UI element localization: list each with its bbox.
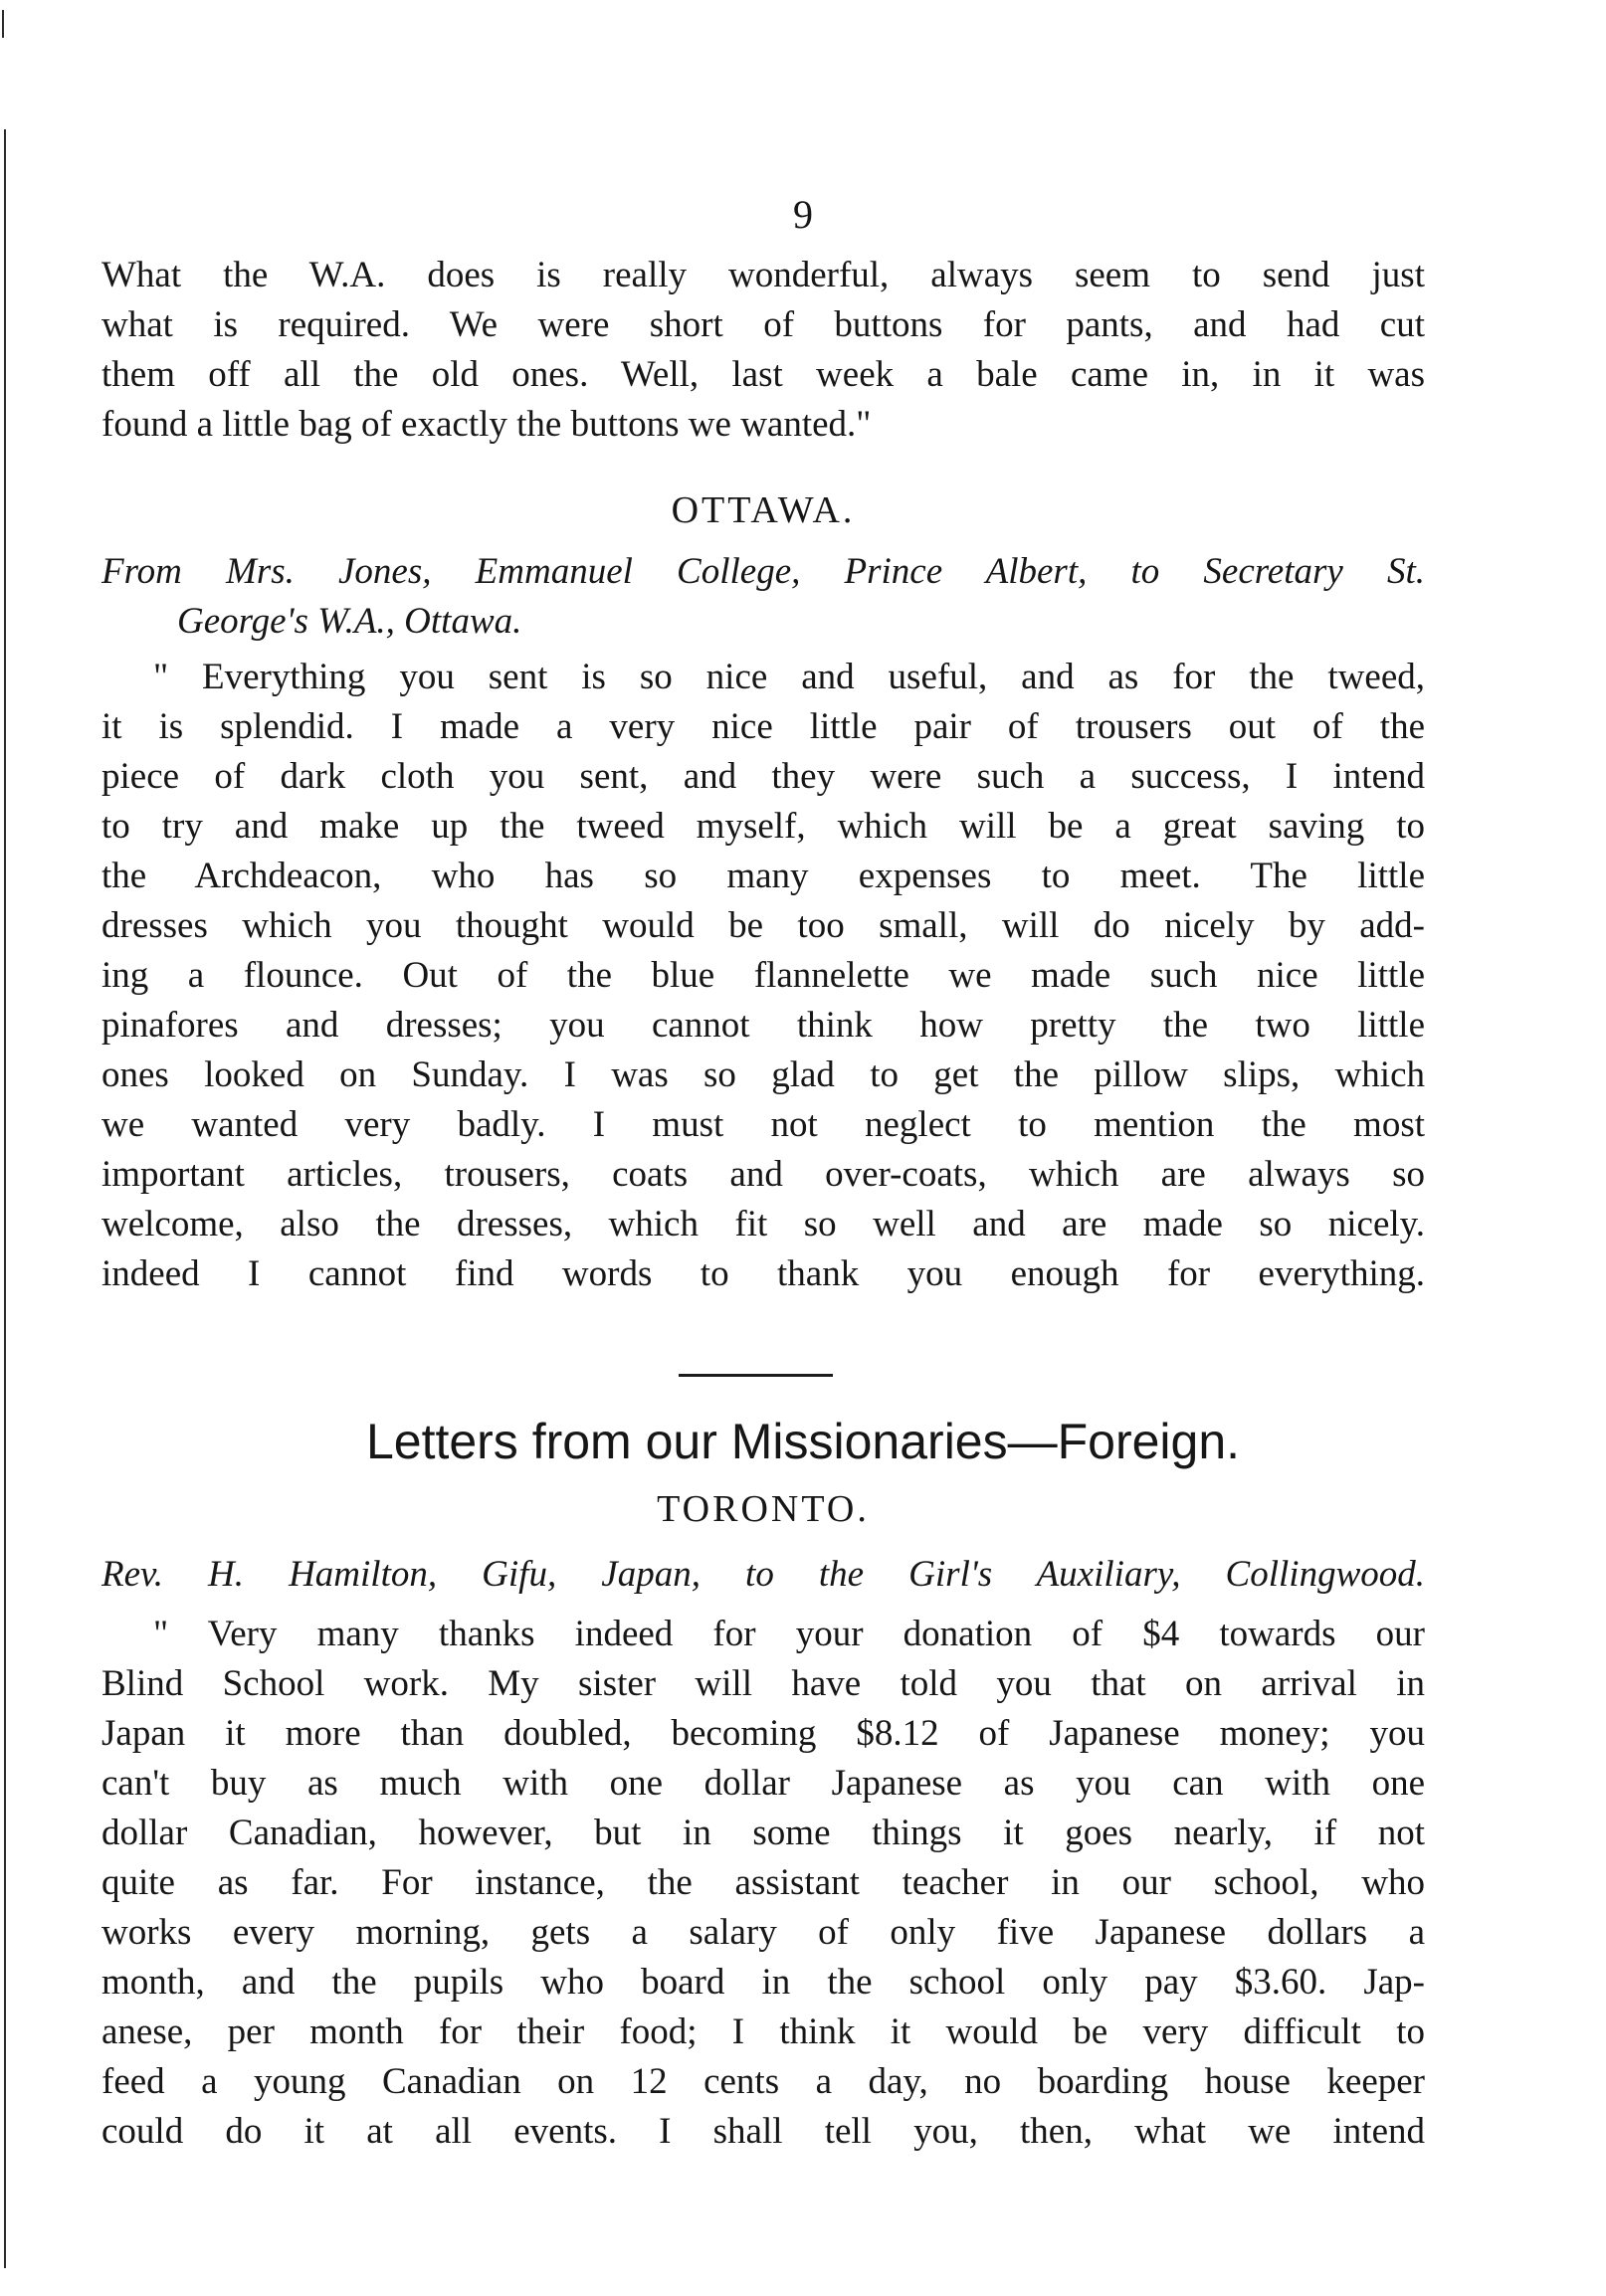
text-line: can't buy as much with one dollar Japanese as you can with one bbox=[101, 1763, 1425, 1804]
letter-toronto bbox=[101, 1610, 1425, 2157]
scan-edge-mark bbox=[2, 10, 4, 38]
text-line: dollar Canadian, however, but in some things it goes nearly, if not bbox=[101, 1813, 1425, 1853]
scan-edge-line bbox=[4, 129, 6, 2268]
text-line: dresses which you thought would be too small, will do nicely by add- bbox=[101, 905, 1425, 946]
text-line: important articles, trousers, coats and over-coats, which are always so bbox=[101, 1154, 1425, 1195]
byline-toronto bbox=[101, 1550, 1425, 1600]
section-heading-ottawa bbox=[101, 485, 1425, 535]
text-line: pinafores and dresses; you cannot think how pretty the two little bbox=[101, 1005, 1425, 1046]
text-line: indeed I cannot find words to thank you enough for everything. bbox=[101, 1253, 1425, 1294]
text-line: we wanted very badly. I must not neglect to mention the most bbox=[101, 1104, 1425, 1145]
continuation-paragraph bbox=[101, 251, 1425, 450]
byline-line: George's W.A., Ottawa. bbox=[177, 601, 522, 642]
text-line: Blind School work. My sister will have told you that on arrival in bbox=[101, 1663, 1425, 1704]
text-line: What the W.A. does is really wonderful, always seem to send just bbox=[101, 255, 1425, 295]
text-line: piece of dark cloth you sent, and they were such a success, I intend bbox=[101, 756, 1425, 797]
text-line: could do it at all events. I shall tell you, then, what we intend bbox=[101, 2111, 1425, 2152]
text-line: works every morning, gets a salary of only five Japanese dollars a bbox=[101, 1912, 1425, 1953]
text-line: ones looked on Sunday. I was so glad to get the pillow slips, which bbox=[101, 1054, 1425, 1095]
text-line: month, and the pupils who board in the school only pay $3.60. Jap- bbox=[101, 1962, 1425, 2003]
text-line: quite as far. For instance, the assistant teacher in our school, who bbox=[101, 1862, 1425, 1903]
text-line: feed a young Canadian on 12 cents a day, no boarding house keeper bbox=[101, 2061, 1425, 2102]
section-heading-toronto bbox=[101, 1484, 1425, 1534]
heading-toronto: TORONTO. bbox=[657, 1488, 870, 1530]
text-line: found a little bag of exactly the buttons we wanted." bbox=[101, 404, 872, 445]
text-line: it is splendid. I made a very nice little pair of trousers out of the bbox=[101, 706, 1425, 747]
text-line: welcome, also the dresses, which fit so well and are made so nicely. bbox=[101, 1204, 1425, 1244]
page-number: 9 bbox=[793, 192, 813, 237]
text-line: them off all the old ones. Well, last week a bale came in, in it was bbox=[101, 354, 1425, 395]
text-line: Japan it more than doubled, becoming $8.12 of Japanese money; you bbox=[101, 1713, 1425, 1754]
text-line: what is required. We were short of buttons for pants, and had cut bbox=[101, 304, 1425, 345]
text-line: " Everything you sent is so nice and useful, and as for the tweed, bbox=[153, 657, 1425, 697]
byline-ottawa bbox=[101, 547, 1425, 647]
section-title-foreign: Letters from our Missionaries—Foreign. bbox=[365, 1414, 1241, 1469]
text-line: anese, per month for their food; I think it would be very difficult to bbox=[101, 2011, 1425, 2052]
section-divider bbox=[679, 1374, 833, 1377]
text-line: " Very many thanks indeed for your donation of $4 towards our bbox=[153, 1614, 1425, 1654]
byline-line: Rev. H. Hamilton, Gifu, Japan, to the Girl's Auxiliary, Collingwood. bbox=[101, 1554, 1425, 1595]
byline-line: From Mrs. Jones, Emmanuel College, Prince Albert, to Secretary St. bbox=[101, 551, 1425, 592]
text-line: ing a flounce. Out of the blue flannelette we made such nice little bbox=[101, 955, 1425, 996]
text-line: the Archdeacon, who has so many expenses to meet. The little bbox=[101, 856, 1425, 896]
heading-ottawa: OTTAWA. bbox=[671, 489, 856, 531]
letter-ottawa bbox=[101, 653, 1425, 1299]
text-line: to try and make up the tweed myself, which will be a great saving to bbox=[101, 806, 1425, 847]
